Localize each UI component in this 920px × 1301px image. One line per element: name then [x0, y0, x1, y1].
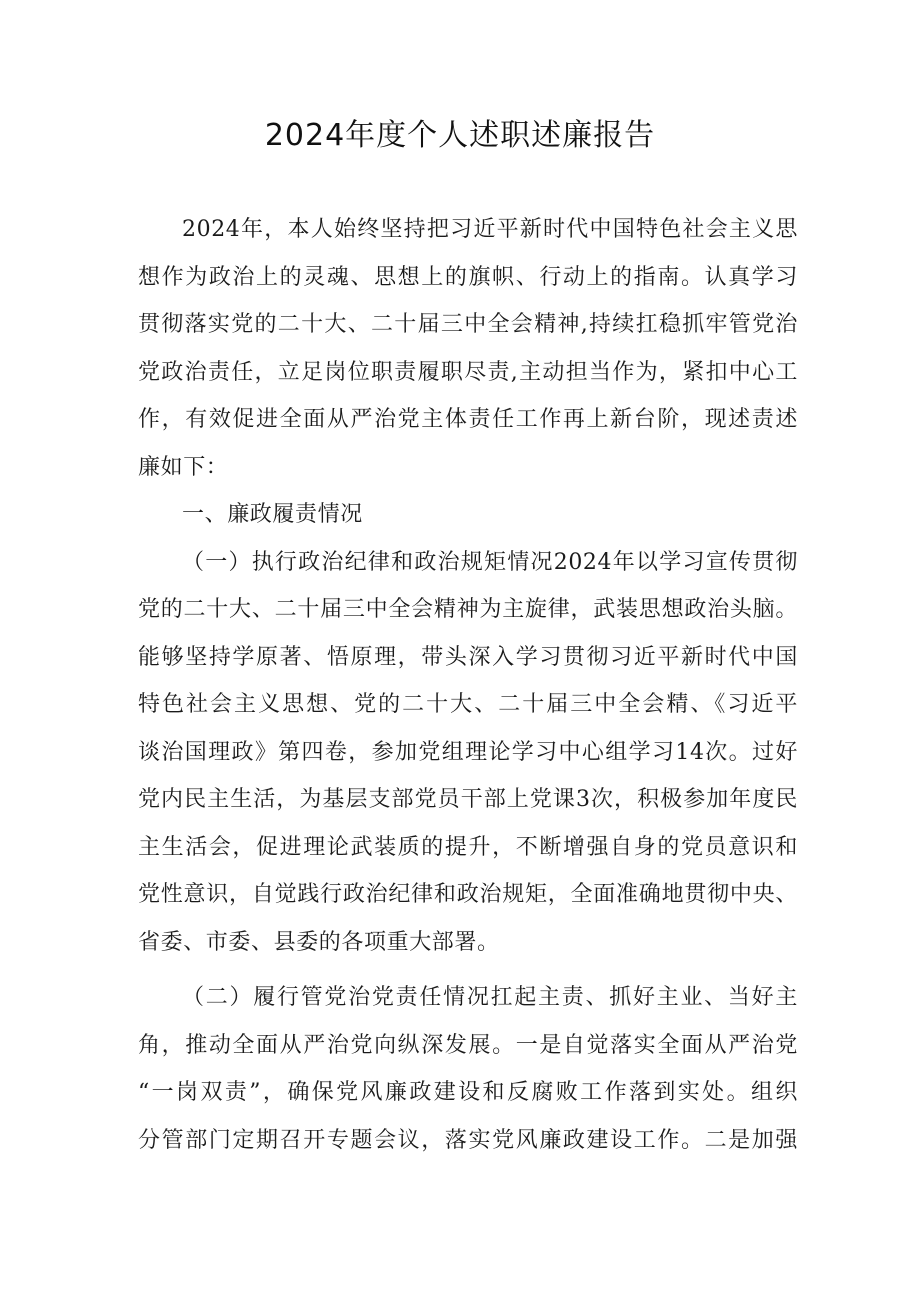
text-line: 一、廉政履责情况 [182, 502, 363, 527]
text-line: 廉如下： [138, 454, 229, 480]
paragraph-gap [138, 966, 798, 974]
text-line: 谈治国理政》第四卷，参加党组理论学习中心组学习14次。过好 [138, 739, 798, 765]
text-line: 党的二十大、二十届三中全会精神为主旋律，武装思想政治头脑。 [138, 597, 798, 622]
text-line: 角，推动全面从严治党向纵深发展。一是自觉落实全面从严治党 [138, 1032, 798, 1058]
paragraph-party-governance [138, 974, 798, 1164]
text-line: 2024年，本人始终坚持把习近平新时代中国特色社会主义思 [182, 217, 798, 242]
section-heading [138, 491, 798, 539]
text-line: 党政治责任，立足岗位职责履职尽责,主动担当作为，紧扣中心工 [138, 359, 798, 385]
text-line: （一）执行政治纪律和政治规矩情况2024年以学习宣传贯彻 [182, 549, 798, 575]
text-line: 分管部门定期召开专题会议，落实党风廉政建设工作。二是加强 [138, 1127, 798, 1153]
text-line: （二）履行管党治党责任情况扛起主责、抓好主业、当好主 [182, 985, 798, 1010]
text-line: 省委、市委、县委的各项重大部署。 [138, 929, 500, 955]
text-line: 贯彻落实党的二十大、二十届三中全会精神,持续扛稳抓牢管党治 [138, 312, 798, 337]
text-line: 想作为政治上的灵魂、思想上的旗帜、行动上的指南。认真学习 [138, 264, 798, 290]
text-line: 党内民主生活，为基层支部党员干部上党课3次，积极参加年度民 [138, 787, 798, 812]
paragraph-political-discipline [138, 539, 798, 967]
paragraph-intro [138, 206, 798, 491]
text-line: 特色社会主义思想、党的二十大、二十届三中全会精、《习近平 [138, 692, 798, 717]
text-line: 党性意识，自觉践行政治纪律和政治规矩，全面准确地贯彻中央、 [138, 882, 798, 907]
text-line: 主生活会，促进理论武装质的提升，不断增强自身的党员意识和 [138, 834, 798, 860]
text-line: 能够坚持学原著、悟原理，带头深入学习贯彻习近平新时代中国 [138, 644, 798, 670]
document-body [138, 206, 798, 1164]
page-title: 2024年度个人述职述廉报告 [264, 118, 656, 153]
text-line: “一岗双责”，确保党风廉政建设和反腐败工作落到实处。组织 [138, 1080, 798, 1105]
text-line: 作，有效促进全面从严治党主体责任工作再上新台阶，现述责述 [138, 407, 798, 432]
